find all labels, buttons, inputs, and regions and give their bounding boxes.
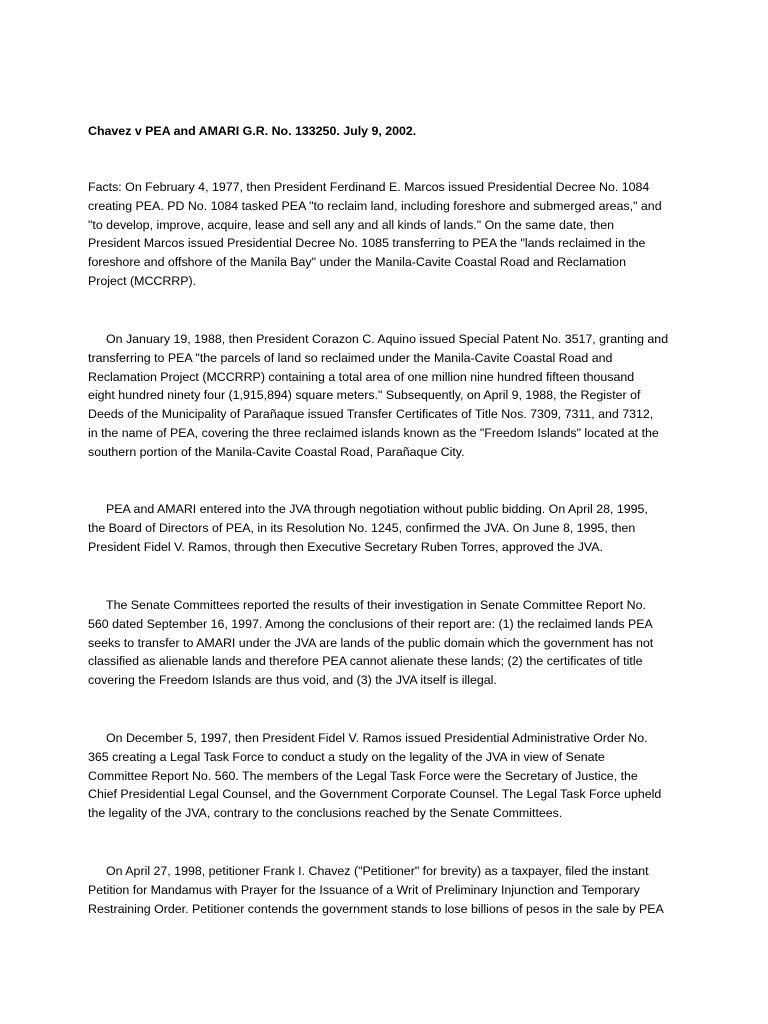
paragraph-senate-report bbox=[88, 596, 686, 690]
text-line: 365 creating a Legal Task Force to conduct a study on the legality of the JVA in view of Senate bbox=[88, 749, 605, 764]
text-line: foreshore and offshore of the Manila Bay" under the Manila-Cavite Coastal Road and Reclamation bbox=[88, 255, 626, 270]
paragraph-jva bbox=[88, 500, 686, 556]
paragraph-petition bbox=[88, 862, 686, 918]
paragraph-facts bbox=[88, 178, 686, 291]
text-line: covering the Freedom Islands are thus void, and (3) the JVA itself is illegal. bbox=[88, 673, 497, 688]
text-line bbox=[88, 729, 686, 748]
text-line: the Board of Directors of PEA, in its Resolution No. 1245, confirmed the JVA. On June 8, 1995, then bbox=[88, 520, 636, 535]
text-line: Petition for Mandamus with Prayer for the Issuance of a Writ of Preliminary Injunction and Temporary bbox=[88, 882, 640, 897]
text-line: classified as alienable lands and therefore PEA cannot alienate these lands; (2) the certificates of title bbox=[88, 654, 643, 669]
text-line: seeks to transfer to AMARI under the JVA are lands of the public domain which the government has not bbox=[88, 635, 654, 650]
text-line: Reclamation Project (MCCRRP) containing a total area of one million nine hundred fifteen thousand bbox=[88, 369, 635, 384]
text-line: "to develop, improve, acquire, lease and sell any and all kinds of lands." On the same date, then bbox=[88, 217, 615, 232]
text-line: Project (MCCRRP). bbox=[88, 273, 197, 288]
text-line: President Marcos issued Presidential Decree No. 1085 transferring to PEA the "lands reclaimed in the bbox=[88, 236, 646, 251]
text-line: Restraining Order. Petitioner contends the government stands to lose billions of pesos in the sale by PEA bbox=[88, 901, 664, 916]
text-line-content: On December 5, 1997, then President Fidel V. Ramos issued Presidential Administrative Order No. bbox=[106, 731, 648, 745]
text-line: Chief Presidential Legal Counsel, and the Government Corporate Counsel. The Legal Task Force upheld bbox=[88, 787, 662, 802]
text-line: creating PEA. PD No. 1084 tasked PEA "to reclaim land, including foreshore and submerged areas," and bbox=[88, 198, 662, 213]
text-line-content: On January 19, 1988, then President Corazon C. Aquino issued Special Patent No. 3517, granting and bbox=[106, 332, 669, 346]
text-line bbox=[88, 862, 686, 881]
text-line: the legality of the JVA, contrary to the conclusions reached by the Senate Committees. bbox=[88, 806, 563, 821]
paragraph-special-patent bbox=[88, 330, 686, 462]
text-line-content: The Senate Committees reported the results of their investigation in Senate Committee Report No. bbox=[106, 598, 646, 612]
text-line: in the name of PEA, covering the three reclaimed islands known as the "Freedom Islands" located at the bbox=[88, 425, 659, 440]
text-line: 560 dated September 16, 1997. Among the conclusions of their report are: (1) the reclaimed lands PEA bbox=[88, 616, 653, 631]
text-line bbox=[88, 330, 686, 349]
text-line: eight hundred ninety four (1,915,894) square meters." Subsequently, on April 9, 1988, the Register of bbox=[88, 388, 641, 403]
text-line: President Fidel V. Ramos, through then Executive Secretary Ruben Torres, approved the JVA. bbox=[88, 539, 603, 554]
text-line bbox=[88, 596, 686, 615]
paragraph-legal-task-force bbox=[88, 729, 686, 823]
text-line: Deeds of the Municipality of Parañaque issued Transfer Certificates of Title Nos. 7309, 7311, and 7312, bbox=[88, 407, 654, 422]
text-line: southern portion of the Manila-Cavite Coastal Road, Parañaque City. bbox=[88, 444, 465, 459]
document-title: Chavez v PEA and AMARI G.R. No. 133250. July 9, 2002. bbox=[88, 124, 417, 138]
text-line-content: On April 27, 1998, petitioner Frank I. Chavez ("Petitioner" for brevity) as a taxpayer, filed the instant bbox=[106, 864, 649, 878]
text-line bbox=[88, 500, 686, 519]
text-line: transferring to PEA "the parcels of land so reclaimed under the Manila-Cavite Coastal Road and bbox=[88, 350, 613, 365]
text-line: Facts: On February 4, 1977, then President Ferdinand E. Marcos issued Presidential Decree No. 1084 bbox=[88, 180, 650, 194]
text-line-content: PEA and AMARI entered into the JVA through negotiation without public bidding. On April 28, 1995, bbox=[106, 502, 648, 516]
text-line: Committee Report No. 560. The members of the Legal Task Force were the Secretary of Justice, the bbox=[88, 768, 638, 783]
